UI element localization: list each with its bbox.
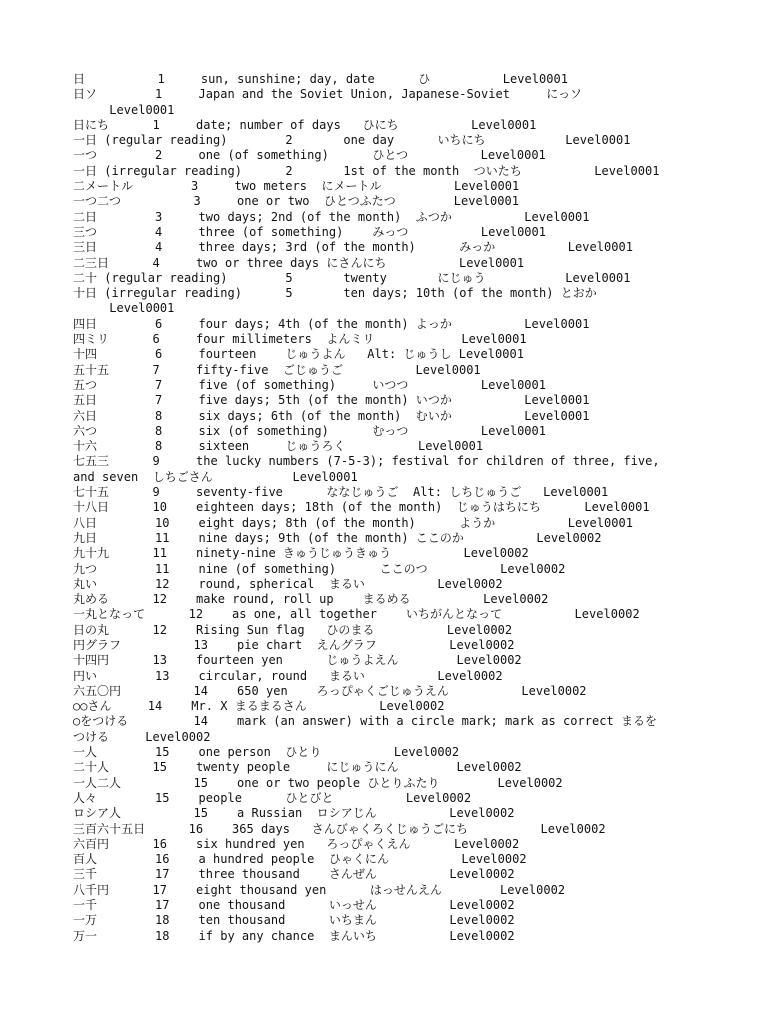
vocab-line: 三百六十五日 16 365 days さんびゃくろくじゅうごにち Level0002 (73, 821, 606, 836)
vocab-line: Level0001 (73, 102, 175, 117)
vocab-line: 一人 15 one person ひとり Level0002 (73, 745, 460, 760)
vocab-line: ○○さん 14 Mr. X まるまるさん Level0002 (73, 699, 445, 714)
vocab-line: 四日 6 four days; 4th (of the month) よっか Level0001 (73, 316, 590, 331)
vocab-line: 五十五 7 fifty-five ごじゅうご Level0001 (73, 362, 481, 377)
vocab-line: 五つ 7 five (of something) いつつ Level0001 (73, 377, 547, 392)
vocab-line: 八千円 17 eight thousand yen はっせんえん Level0002 (73, 882, 566, 897)
vocab-line: 九つ 11 nine (of something) ここのつ Level0002 (73, 561, 566, 576)
vocab-line: 丸い 12 round, spherical まるい Level0002 (73, 576, 503, 591)
vocab-line: 六五〇円 14 650 yen ろっぴゃくごじゅうえん Level0002 (73, 683, 587, 698)
vocab-line: 二三日 4 two or three days にさんにち Level0001 (73, 255, 525, 270)
vocab-line: 十四 6 fourteen じゅうよん Alt: じゅうし Level0001 (73, 347, 524, 362)
vocab-line: 三つ 4 three (of something) みっつ Level0001 (73, 224, 547, 239)
vocab-line: 一日 (regular reading) 2 one day いちにち Level0001 (73, 133, 631, 148)
vocab-line: 二十人 15 twenty people にじゅうにん Level0002 (73, 760, 522, 775)
vocab-line: 九日 11 nine days; 9th (of the month) ここのか Level0002 (73, 530, 602, 545)
vocab-line: 二日 3 two days; 2nd (of the month) ふつか Level0001 (73, 209, 590, 224)
vocab-line: 六日 8 six days; 6th (of the month) むいか Level0001 (73, 408, 590, 423)
vocab-line: 一つ 2 one (of something) ひとつ Level0001 (73, 148, 546, 163)
vocab-line: 一万 18 ten thousand いちまん Level0002 (73, 913, 515, 928)
vocab-line: 日ソ 1 Japan and the Soviet Union, Japanese-Soviet にっソ (73, 87, 583, 102)
vocab-line: 万一 18 if by any chance まんいち Level0002 (73, 928, 515, 943)
vocab-line: 日にち 1 date; number of days ひにち Level0001 (73, 117, 537, 132)
vocab-line: 八日 10 eight days; 8th (of the month) ようか Level0001 (73, 515, 633, 530)
vocab-line: 七十五 9 seventy-five ななじゅうご Alt: しちじゅうご Level0001 (73, 485, 609, 500)
vocab-line: 一つ二つ 3 one or two ひとつふたつ Level0001 (73, 194, 519, 209)
vocab-line: 十日 (irregular reading) 5 ten days; 10th (of the month) とおか (73, 286, 597, 301)
vocabulary-list (73, 72, 713, 944)
vocab-line: 三日 4 three days; 3rd (of the month) みっか Level0001 (73, 240, 633, 255)
vocab-line: 人々 15 people ひとびと Level0002 (73, 790, 472, 805)
vocab-line: つける Level0002 (73, 729, 211, 744)
vocab-line: ロシア人 15 a Russian ロシアじん Level0002 (73, 806, 515, 821)
vocab-line: 十八日 10 eighteen days; 18th (of the month) じゅうはちにち Level0001 (73, 500, 650, 515)
vocab-line: 日 1 sun, sunshine; day, date ひ Level0001 (73, 72, 568, 86)
vocab-line: 日の丸 12 Rising Sun flag ひのまる Level0002 (73, 622, 513, 637)
vocab-line: 丸める 12 make round, roll up まるめる Level0002 (73, 592, 549, 607)
vocab-line: 四ミリ 6 four millimeters よんミリ Level0001 (73, 332, 527, 347)
vocab-line: ○をつける 14 mark (an answer) with a circle mark; mark as correct まるを (73, 714, 658, 729)
vocab-line: 三千 17 three thousand さんぜん Level0002 (73, 867, 515, 882)
vocab-line: and seven しちごさん Level0001 (73, 469, 358, 484)
vocab-line: 二メートル 3 two meters にメートル Level0001 (73, 179, 520, 194)
vocab-line: 十四円 13 fourteen yen じゅうよえん Level0002 (73, 653, 522, 668)
vocab-line: 五日 7 five days; 5th (of the month) いつか Level0001 (73, 393, 590, 408)
vocab-line: 二十 (regular reading) 5 twenty にじゅう Level0001 (73, 270, 631, 285)
vocab-line: 六百円 16 six hundred yen ろっぴゃくえん Level0002 (73, 836, 520, 851)
vocab-line: 九十九 11 ninety-nine きゅうじゅうきゅう Level0002 (73, 546, 529, 561)
vocab-line: 一千 17 one thousand いっせん Level0002 (73, 898, 515, 913)
vocab-line: 一丸となって 12 as one, all together いちがんとなって Level0002 (73, 607, 640, 622)
vocab-line: 一人二人 15 one or two people ひとりふたり Level0002 (73, 775, 563, 790)
vocab-line: 六つ 8 six (of something) むっつ Level0001 (73, 423, 547, 438)
vocab-line: Level0001 (73, 301, 175, 316)
vocab-line: 円グラフ 13 pie chart えんグラフ Level0002 (73, 637, 515, 652)
vocab-line: 十六 8 sixteen じゅうろく Level0001 (73, 439, 484, 454)
vocab-line: 円い 13 circular, round まるい Level0002 (73, 668, 503, 683)
vocab-line: 七五三 9 the lucky numbers (7-5-3); festival for children of three, five, (73, 454, 660, 469)
vocab-line: 一日 (irregular reading) 2 1st of the month ついたち Level0001 (73, 163, 660, 178)
vocab-line: 百人 16 a hundred people ひゃくにん Level0002 (73, 852, 527, 867)
